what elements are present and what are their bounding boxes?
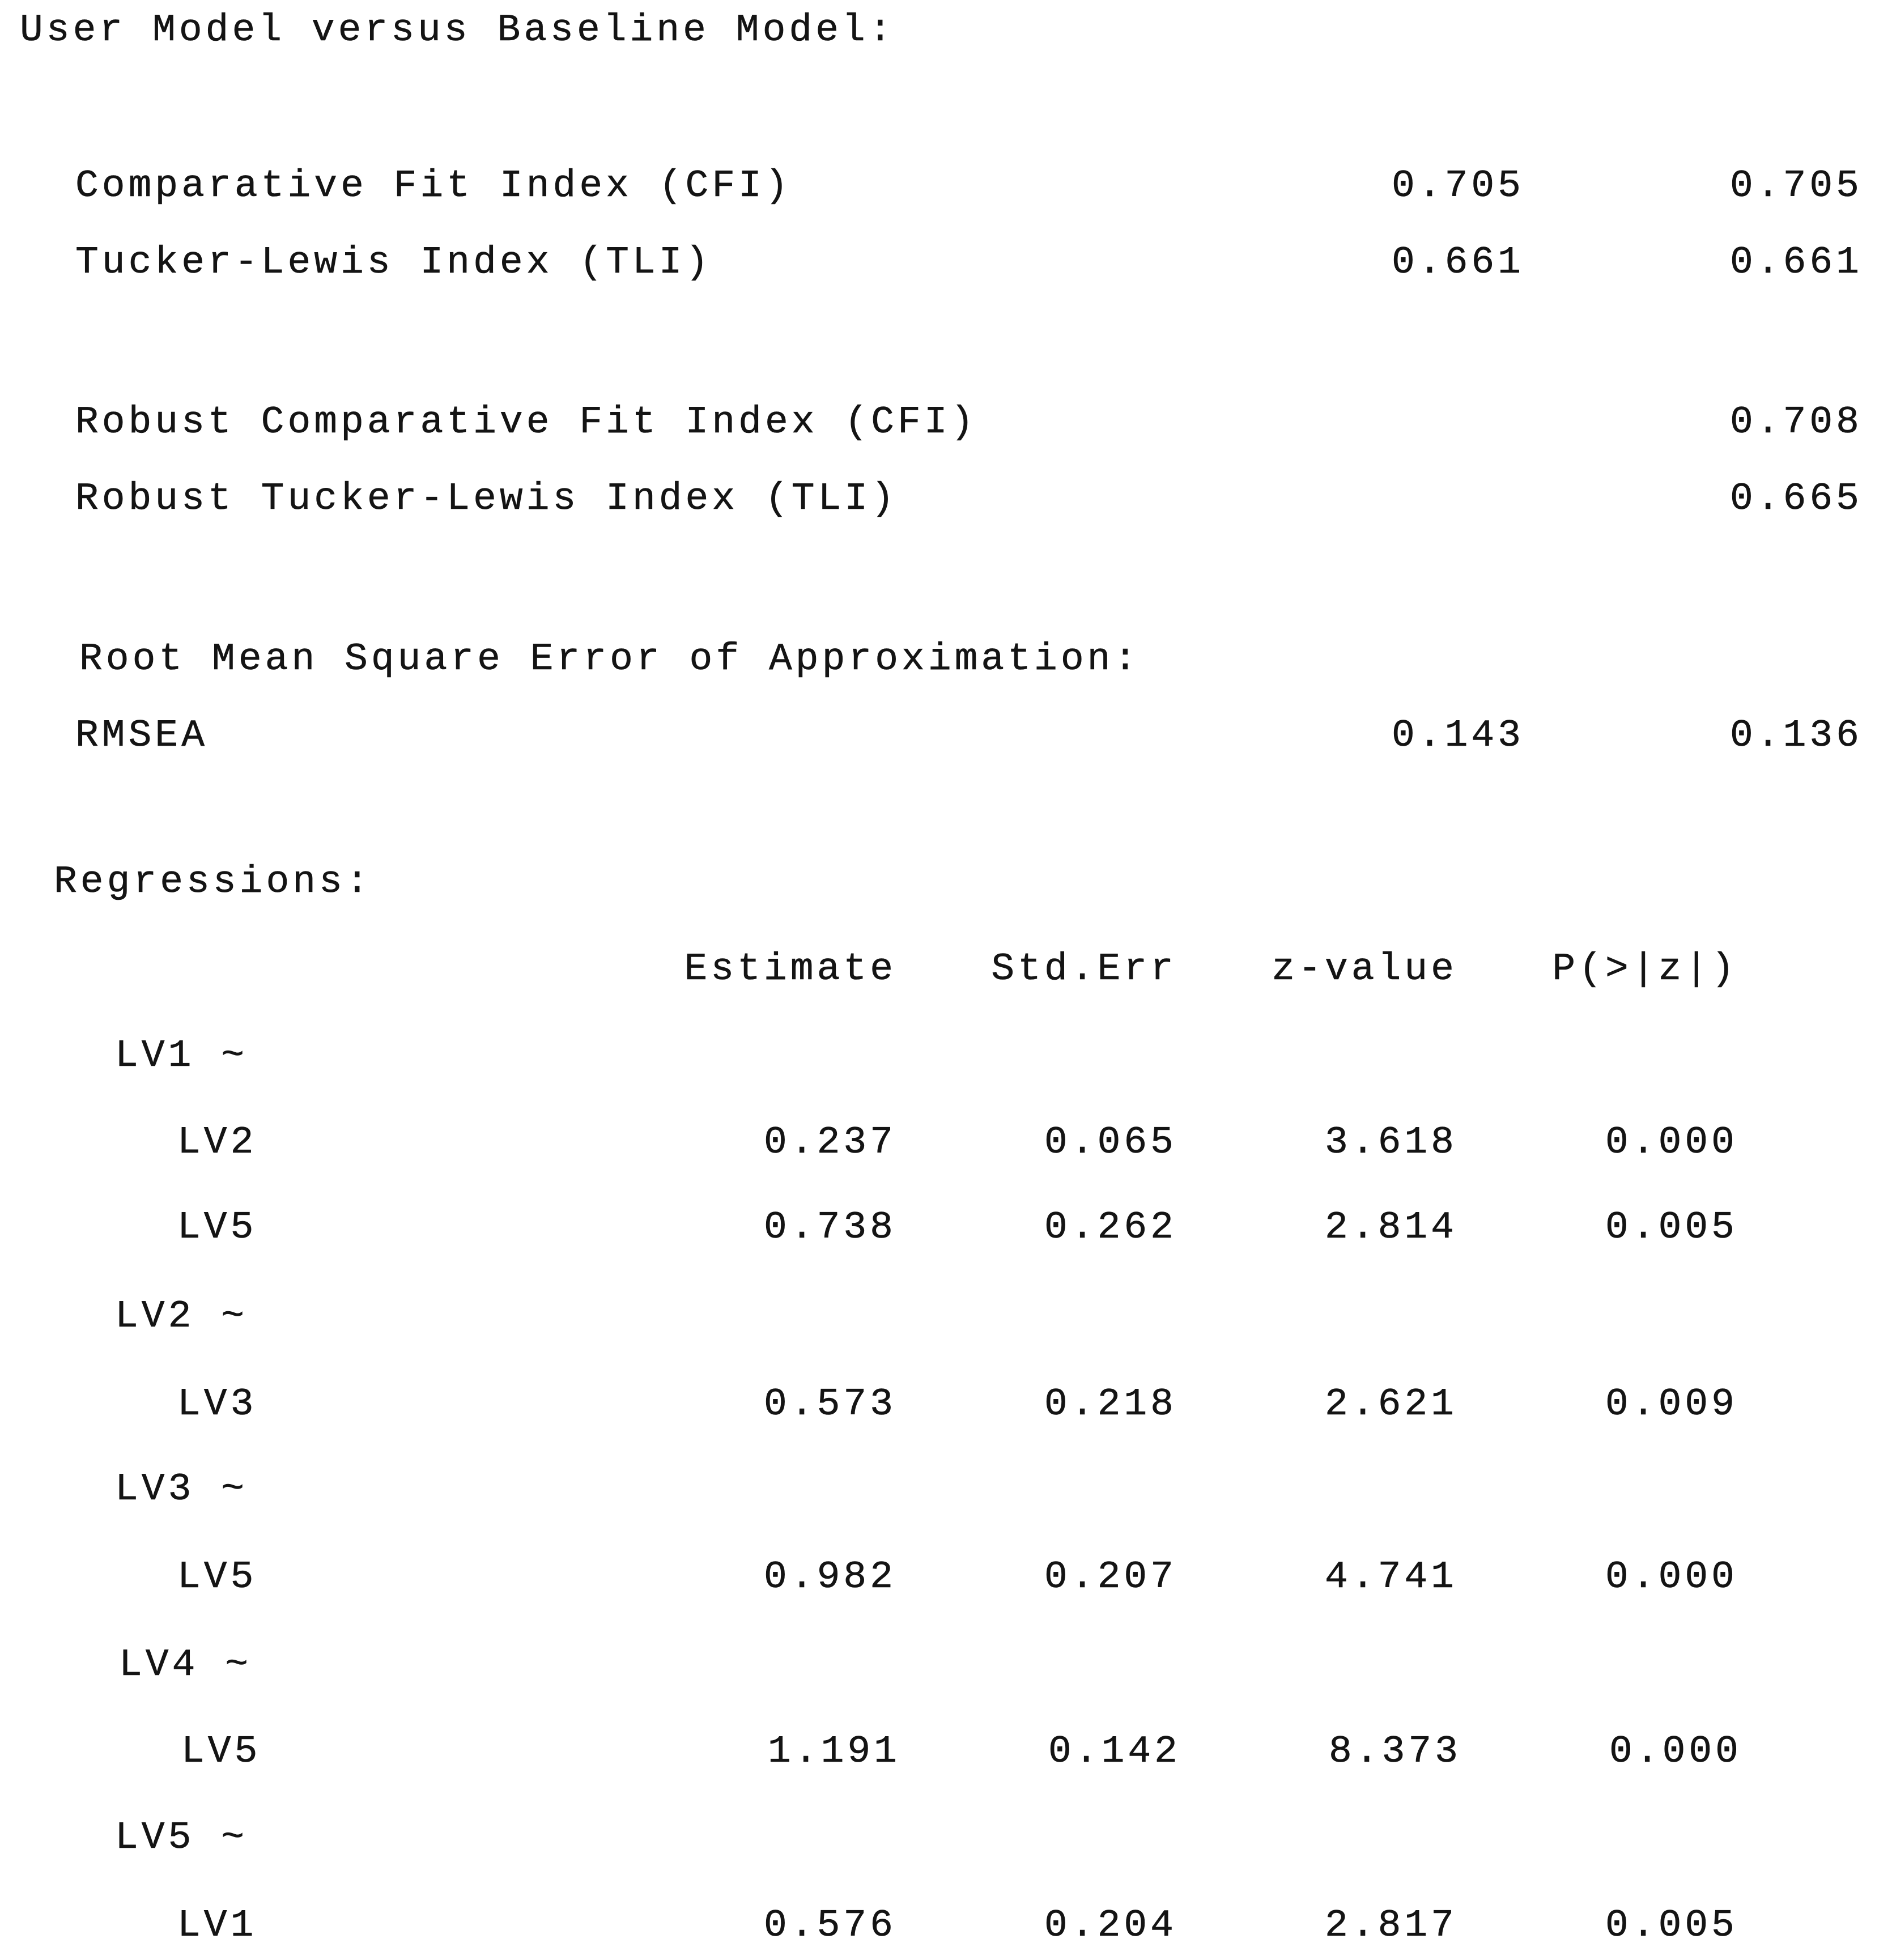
tli-value-2: 0.661 (1729, 241, 1863, 284)
p-value-cell: 0.009 (1605, 1383, 1738, 1426)
z-value-cell: 8.373 (1328, 1730, 1461, 1774)
regression-rhs: LV3 (177, 1383, 257, 1426)
robust-tli-value: 0.665 (1729, 477, 1863, 521)
p-value-cell: 0.005 (1605, 1904, 1738, 1948)
fit-section-header: User Model versus Baseline Model: (20, 8, 895, 52)
regression-rhs: LV5 (181, 1730, 261, 1774)
col-header-p-value: P(>|z|) (1552, 947, 1738, 991)
rmsea-value-2: 0.136 (1729, 714, 1863, 758)
std-err-cell: 0.207 (1044, 1555, 1177, 1599)
robust-cfi-label: Robust Comparative Fit Index (CFI) (75, 401, 977, 444)
p-value-cell: 0.000 (1605, 1555, 1738, 1599)
regression-lhs-lv5: LV5 ~ (115, 1816, 248, 1860)
col-header-z-value: z-value (1272, 947, 1457, 991)
estimate-cell: 1.191 (767, 1730, 900, 1774)
regression-rhs: LV5 (177, 1206, 257, 1249)
estimate-cell: 0.738 (763, 1206, 896, 1249)
z-value-cell: 4.741 (1324, 1555, 1457, 1599)
std-err-cell: 0.142 (1048, 1730, 1181, 1774)
tli-value-1: 0.661 (1391, 241, 1524, 284)
z-value-cell: 2.817 (1324, 1904, 1457, 1948)
regression-rhs: LV2 (177, 1121, 257, 1164)
regression-lhs-lv2: LV2 ~ (115, 1295, 248, 1338)
cfi-label: Comparative Fit Index (CFI) (75, 164, 792, 208)
col-header-estimate: Estimate (684, 947, 896, 991)
tli-label: Tucker-Lewis Index (TLI) (75, 241, 712, 284)
std-err-cell: 0.218 (1044, 1383, 1177, 1426)
z-value-cell: 2.814 (1324, 1206, 1457, 1249)
std-err-cell: 0.065 (1044, 1121, 1177, 1164)
p-value-cell: 0.000 (1609, 1730, 1742, 1774)
regression-lhs-lv3: LV3 ~ (115, 1468, 248, 1511)
p-value-cell: 0.005 (1605, 1206, 1738, 1249)
std-err-cell: 0.262 (1044, 1206, 1177, 1249)
cfi-value-1: 0.705 (1391, 164, 1524, 208)
robust-cfi-value: 0.708 (1729, 401, 1863, 444)
estimate-cell: 0.576 (763, 1904, 896, 1948)
regression-rhs: LV1 (177, 1904, 257, 1948)
estimate-cell: 0.237 (763, 1121, 896, 1164)
rmsea-value-1: 0.143 (1391, 714, 1524, 758)
std-err-cell: 0.204 (1044, 1904, 1177, 1948)
robust-tli-label: Robust Tucker-Lewis Index (TLI) (75, 477, 898, 521)
p-value-cell: 0.000 (1605, 1121, 1738, 1164)
rmsea-header: Root Mean Square Error of Approximation: (79, 637, 1141, 681)
z-value-cell: 3.618 (1324, 1121, 1457, 1164)
regression-rhs: LV5 (177, 1555, 257, 1599)
cfi-value-2: 0.705 (1729, 164, 1863, 208)
estimate-cell: 0.573 (763, 1383, 896, 1426)
regression-lhs-lv1: LV1 ~ (115, 1034, 248, 1078)
regression-lhs-lv4: LV4 ~ (119, 1643, 252, 1687)
rmsea-label: RMSEA (75, 714, 209, 758)
estimate-cell: 0.982 (763, 1555, 896, 1599)
z-value-cell: 2.621 (1324, 1383, 1457, 1426)
regressions-header: Regressions: (54, 860, 372, 904)
col-header-std-err: Std.Err (991, 947, 1177, 991)
